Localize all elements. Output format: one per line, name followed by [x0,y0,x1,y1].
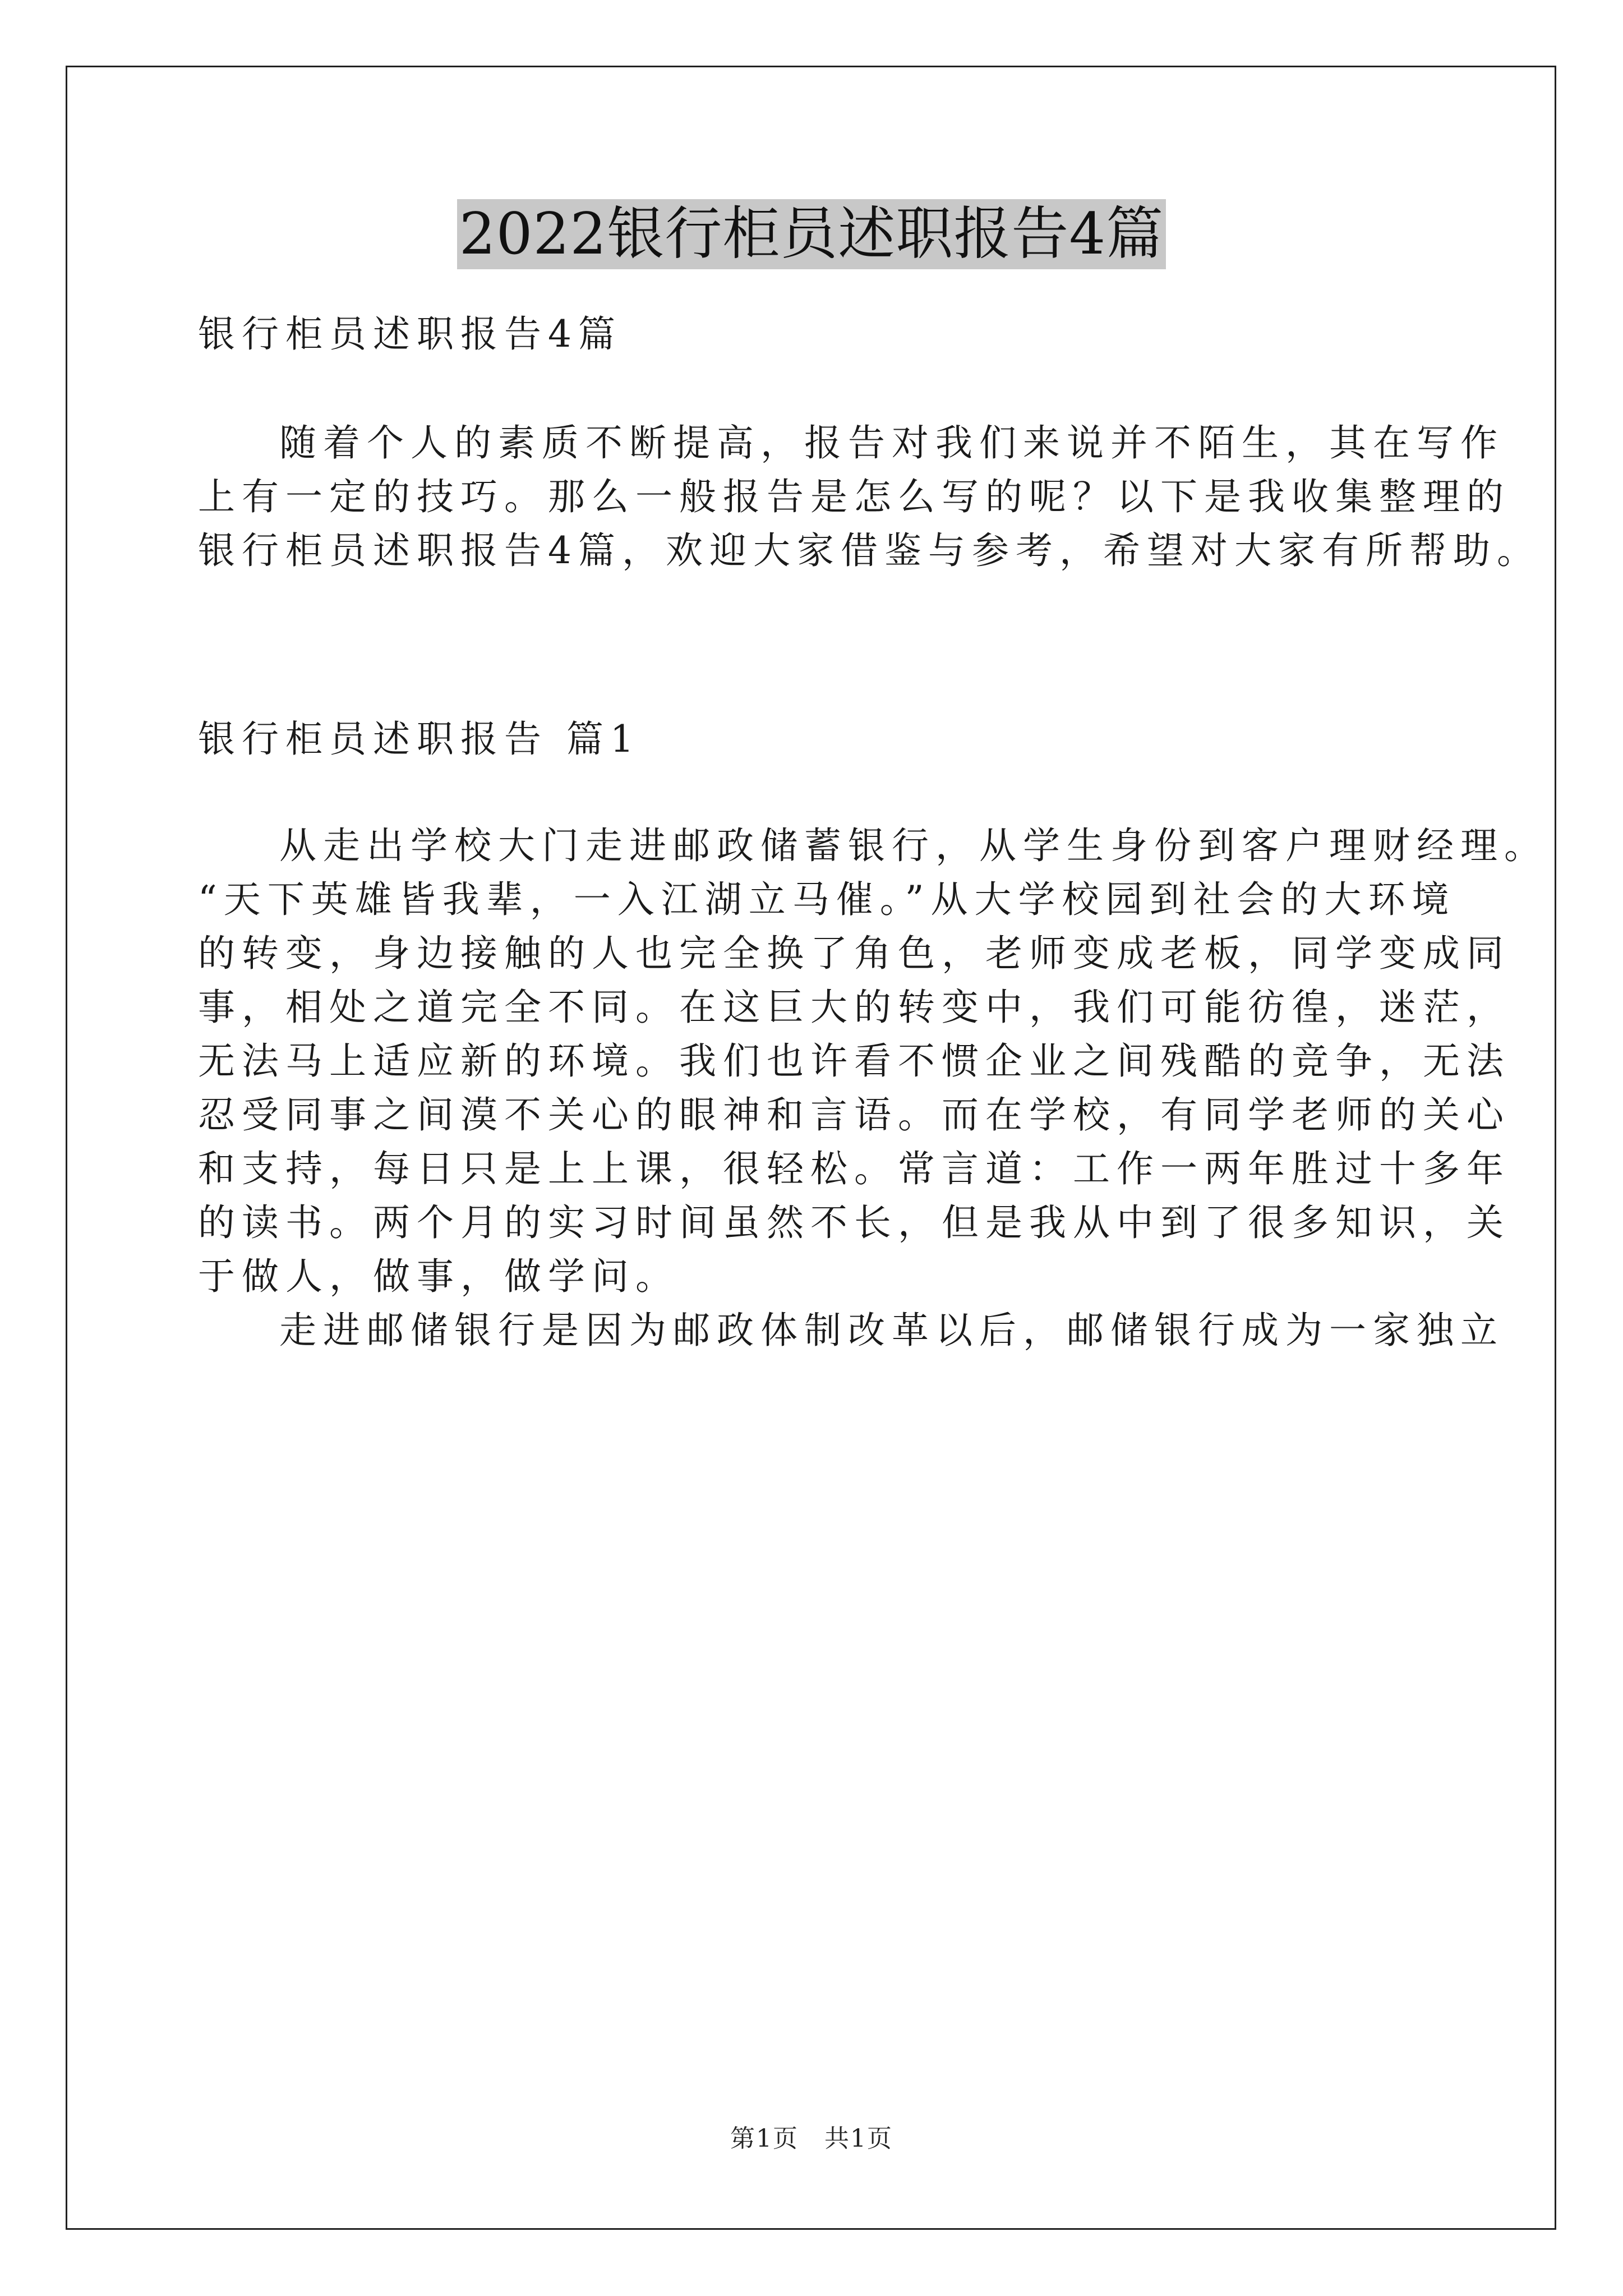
page-footer: 第1页 共1页 [730,2124,893,2153]
paragraph-line: 忍受同事之间漠不关心的眼神和言语。而在学校，有同学老师的关心 [198,1093,1510,1137]
section-heading: 银行柜员述职报告 篇1 [198,717,640,761]
paragraph-line: 无法马上适应新的环境。我们也许看不惯企业之间残酷的竞争，无法 [198,1039,1510,1083]
paragraph-line: 事，相处之道完全不同。在这巨大的转变中，我们可能彷徨，迷茫， [198,986,1510,1029]
paragraph-line: 的读书。两个月的实习时间虽然不长，但是我从中到了很多知识，关 [198,1201,1510,1244]
title-container [0,199,1623,269]
paragraph-line: “天下英雄皆我辈，一入江湖立马催。”从大学校园到社会的大环境 [198,878,1456,921]
intro-line: 随着个人的素质不断提高，报告对我们来说并不陌生，其在写作 [279,421,1504,464]
intro-line: 银行柜员述职报告4篇，欢迎大家借鉴与参考，希望对大家有所帮助。 [198,529,1541,572]
document-title: 2022银行柜员述职报告4篇 [457,199,1166,269]
paragraph-line: 从走出学校大门走进邮政储蓄银行，从学生身份到客户理财经理。 [279,824,1548,867]
intro-line: 上有一定的技巧。那么一般报告是怎么写的呢？以下是我收集整理的 [198,475,1510,518]
document-subtitle: 银行柜员述职报告4篇 [198,312,622,356]
paragraph-line: 和支持，每日只是上上课，很轻松。常言道：工作一两年胜过十多年 [198,1147,1510,1190]
paragraph-line: 于做人，做事，做学问。 [198,1255,679,1298]
paragraph-line: 的转变，身边接触的人也完全换了角色，老师变成老板，同学变成同 [198,932,1510,975]
document-body [198,307,1548,1358]
paragraph-line: 走进邮储银行是因为邮政体制改革以后，邮储银行成为一家独立 [279,1309,1504,1352]
